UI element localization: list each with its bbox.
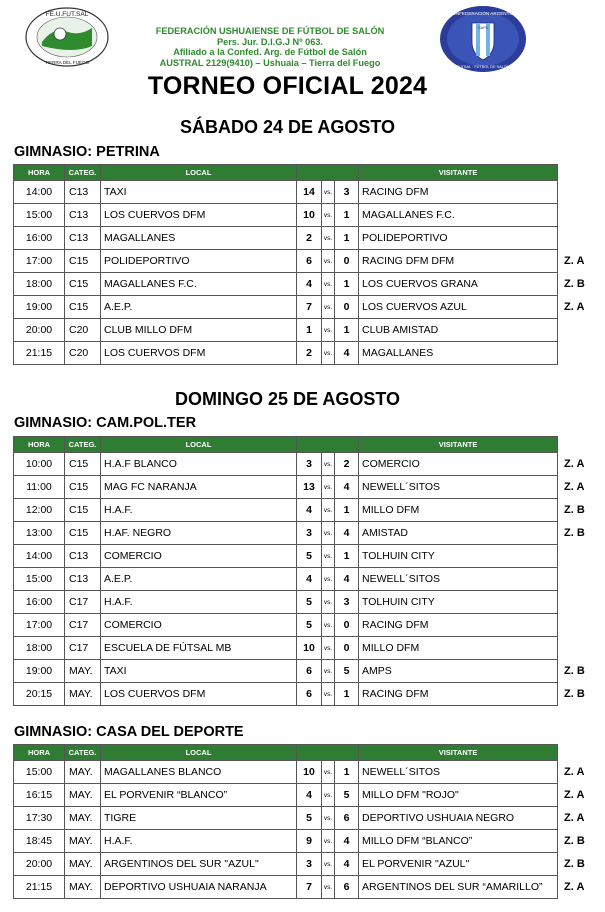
header-line-4: AUSTRAL 2129(9410) – Ushuaia – Tierra del Fuego bbox=[159, 57, 381, 68]
match-category: C15 bbox=[65, 476, 101, 499]
header-categ: CATEG. bbox=[65, 437, 101, 453]
home-goals: 4 bbox=[297, 784, 322, 807]
left-logo-subtext: TIERRA DEL FUEGO bbox=[44, 60, 90, 65]
federation-header bbox=[120, 26, 420, 68]
away-team: RACING DFM bbox=[359, 683, 558, 706]
match-row bbox=[14, 830, 564, 853]
away-goals: 5 bbox=[335, 660, 359, 683]
home-team: TIGRE bbox=[101, 807, 297, 830]
away-team: ARGENTINOS DEL SUR “AMARILLO” bbox=[359, 876, 558, 899]
home-goals: 2 bbox=[297, 227, 322, 250]
home-team: MAGALLANES bbox=[101, 227, 297, 250]
home-team: LOS CUERVOS DFM bbox=[101, 204, 297, 227]
away-goals: 1 bbox=[335, 545, 359, 568]
header-zone-spacer bbox=[558, 437, 564, 453]
match-category: MAY. bbox=[65, 660, 101, 683]
match-zone: Z. A bbox=[564, 301, 585, 313]
match-row bbox=[14, 522, 564, 545]
home-team: H.A.F. bbox=[101, 499, 297, 522]
vs-label: vs. bbox=[322, 830, 335, 853]
vs-label: vs. bbox=[322, 637, 335, 660]
match-category: C13 bbox=[65, 227, 101, 250]
match-row bbox=[14, 250, 564, 273]
away-team: NEWELL´SITOS bbox=[359, 568, 558, 591]
match-category: C13 bbox=[65, 568, 101, 591]
match-time: 21:15 bbox=[14, 876, 65, 899]
match-time: 14:00 bbox=[14, 545, 65, 568]
away-goals: 2 bbox=[335, 453, 359, 476]
away-team: AMPS bbox=[359, 660, 558, 683]
table-header-row bbox=[14, 745, 564, 761]
header-categ: CATEG. bbox=[65, 745, 101, 761]
match-time: 20:15 bbox=[14, 683, 65, 706]
home-team: DEPORTIVO USHUAIA NARANJA bbox=[101, 876, 297, 899]
match-zone: Z. A bbox=[564, 481, 585, 493]
home-goals: 5 bbox=[297, 614, 322, 637]
match-zone: Z. B bbox=[564, 688, 585, 700]
away-team: RACING DFM DFM bbox=[359, 250, 558, 273]
vs-label: vs. bbox=[322, 761, 335, 784]
home-goals: 7 bbox=[297, 296, 322, 319]
match-row bbox=[14, 761, 564, 784]
match-category: C17 bbox=[65, 614, 101, 637]
away-goals: 1 bbox=[335, 499, 359, 522]
away-team: MILLO DFM bbox=[359, 637, 558, 660]
match-row bbox=[14, 876, 564, 899]
home-goals: 5 bbox=[297, 807, 322, 830]
away-team: NEWELL´SITOS bbox=[359, 761, 558, 784]
away-team: COMERCIO bbox=[359, 453, 558, 476]
vs-label: vs. bbox=[322, 853, 335, 876]
home-team: CLUB MILLO DFM bbox=[101, 319, 297, 342]
away-goals: 4 bbox=[335, 476, 359, 499]
away-goals: 0 bbox=[335, 637, 359, 660]
header-local: LOCAL bbox=[101, 745, 297, 761]
home-goals: 6 bbox=[297, 660, 322, 683]
day-heading-sunday: DOMINGO 25 DE AGOSTO bbox=[174, 389, 401, 409]
home-team: TAXI bbox=[101, 181, 297, 204]
match-row bbox=[14, 476, 564, 499]
match-time: 15:00 bbox=[14, 204, 65, 227]
match-time: 17:00 bbox=[14, 614, 65, 637]
home-goals: 10 bbox=[297, 761, 322, 784]
match-time: 18:45 bbox=[14, 830, 65, 853]
header-visitante: VISITANTE bbox=[359, 165, 558, 181]
header-score-spacer bbox=[297, 745, 359, 761]
match-zone bbox=[558, 319, 564, 342]
match-category: C17 bbox=[65, 591, 101, 614]
match-category: C15 bbox=[65, 250, 101, 273]
match-category: MAY. bbox=[65, 683, 101, 706]
header-hora: HORA bbox=[14, 745, 65, 761]
away-goals: 3 bbox=[335, 181, 359, 204]
match-category: C13 bbox=[65, 545, 101, 568]
feufutsal-logo bbox=[24, 6, 110, 68]
match-time: 17:00 bbox=[14, 250, 65, 273]
vs-label: vs. bbox=[322, 683, 335, 706]
header-hora: HORA bbox=[14, 437, 65, 453]
vs-label: vs. bbox=[322, 319, 335, 342]
home-team: POLIDEPORTIVO bbox=[101, 250, 297, 273]
match-zone: Z. B bbox=[564, 835, 585, 847]
home-goals: 3 bbox=[297, 522, 322, 545]
home-team: EL PORVENIR “BLANCO” bbox=[101, 784, 297, 807]
confederation-logo bbox=[438, 4, 528, 74]
away-team: NEWELL´SITOS bbox=[359, 476, 558, 499]
away-goals: 1 bbox=[335, 761, 359, 784]
match-time: 19:00 bbox=[14, 296, 65, 319]
away-team: LOS CUERVOS AZUL bbox=[359, 296, 558, 319]
home-team: A.E.P. bbox=[101, 568, 297, 591]
away-team: TOLHUIN CITY bbox=[359, 591, 558, 614]
vs-label: vs. bbox=[322, 522, 335, 545]
match-time: 16:15 bbox=[14, 784, 65, 807]
away-team: MILLO DFM bbox=[359, 499, 558, 522]
match-zone: Z. A bbox=[564, 458, 585, 470]
match-row bbox=[14, 453, 564, 476]
vs-label: vs. bbox=[322, 250, 335, 273]
away-goals: 6 bbox=[335, 876, 359, 899]
match-time: 21:15 bbox=[14, 342, 65, 365]
vs-label: vs. bbox=[322, 273, 335, 296]
home-goals: 10 bbox=[297, 637, 322, 660]
header-categ: CATEG. bbox=[65, 165, 101, 181]
header-score-spacer bbox=[297, 165, 359, 181]
vs-label: vs. bbox=[322, 181, 335, 204]
header-hora: HORA bbox=[14, 165, 65, 181]
match-row bbox=[14, 499, 564, 522]
header-zone-spacer bbox=[558, 165, 564, 181]
match-row bbox=[14, 568, 564, 591]
away-team: TOLHUIN CITY bbox=[359, 545, 558, 568]
match-zone: Z. A bbox=[564, 789, 585, 801]
away-team: RACING DFM bbox=[359, 181, 558, 204]
match-row bbox=[14, 273, 564, 296]
header-zone-spacer bbox=[558, 745, 564, 761]
match-zone: Z. A bbox=[564, 766, 585, 778]
venue-title-petrina: GIMNASIO: PETRINA bbox=[14, 144, 160, 160]
match-row bbox=[14, 807, 564, 830]
home-team: H.A.F. bbox=[101, 591, 297, 614]
home-team: A.E.P. bbox=[101, 296, 297, 319]
away-goals: 1 bbox=[335, 273, 359, 296]
match-time: 11:00 bbox=[14, 476, 65, 499]
match-time: 18:00 bbox=[14, 273, 65, 296]
away-team: DEPORTIVO USHUAIA NEGRO bbox=[359, 807, 558, 830]
home-goals: 6 bbox=[297, 250, 322, 273]
vs-label: vs. bbox=[322, 453, 335, 476]
table-header-row bbox=[14, 165, 564, 181]
vs-label: vs. bbox=[322, 876, 335, 899]
match-category: C13 bbox=[65, 181, 101, 204]
match-category: C15 bbox=[65, 453, 101, 476]
home-team: H.A.F BLANCO bbox=[101, 453, 297, 476]
match-category: C17 bbox=[65, 637, 101, 660]
match-time: 18:00 bbox=[14, 637, 65, 660]
match-category: MAY. bbox=[65, 830, 101, 853]
match-time: 13:00 bbox=[14, 522, 65, 545]
match-category: MAY. bbox=[65, 761, 101, 784]
tournament-title: TORNEO OFICIAL 2024 bbox=[147, 72, 428, 100]
home-team: MAG FC NARANJA bbox=[101, 476, 297, 499]
match-row bbox=[14, 591, 564, 614]
vs-label: vs. bbox=[322, 807, 335, 830]
home-team: LOS CUERVOS DFM bbox=[101, 342, 297, 365]
match-time: 16:00 bbox=[14, 227, 65, 250]
match-row bbox=[14, 319, 564, 342]
away-team: POLIDEPORTIVO bbox=[359, 227, 558, 250]
home-goals: 5 bbox=[297, 545, 322, 568]
match-category: C15 bbox=[65, 273, 101, 296]
home-goals: 4 bbox=[297, 499, 322, 522]
match-row bbox=[14, 637, 564, 660]
vs-label: vs. bbox=[322, 499, 335, 522]
match-zone bbox=[558, 181, 564, 204]
away-goals: 4 bbox=[335, 342, 359, 365]
match-category: MAY. bbox=[65, 807, 101, 830]
match-row bbox=[14, 683, 564, 706]
match-zone bbox=[558, 591, 564, 614]
match-time: 20:00 bbox=[14, 853, 65, 876]
header-local: LOCAL bbox=[101, 437, 297, 453]
away-goals: 4 bbox=[335, 522, 359, 545]
day-heading-saturday: SÁBADO 24 DE AGOSTO bbox=[179, 117, 396, 137]
home-goals: 2 bbox=[297, 342, 322, 365]
match-category: C15 bbox=[65, 522, 101, 545]
away-team: AMISTAD bbox=[359, 522, 558, 545]
home-team: MAGALLANES F.C. bbox=[101, 273, 297, 296]
match-category: C20 bbox=[65, 319, 101, 342]
vs-label: vs. bbox=[322, 614, 335, 637]
away-team: RACING DFM bbox=[359, 614, 558, 637]
home-goals: 3 bbox=[297, 453, 322, 476]
header-line-1: FEDERACIÓN USHUAIENSE DE FÚTBOL DE SALÓN bbox=[155, 26, 385, 36]
table-header-row bbox=[14, 437, 564, 453]
away-team: MAGALLANES F.C. bbox=[359, 204, 558, 227]
match-zone: Z. A bbox=[564, 812, 585, 824]
away-team: MILLO DFM “BLANCO” bbox=[359, 830, 558, 853]
right-logo-badge: CAFS bbox=[478, 26, 488, 30]
away-goals: 1 bbox=[335, 204, 359, 227]
home-team: H.AF. NEGRO bbox=[101, 522, 297, 545]
match-category: C20 bbox=[65, 342, 101, 365]
match-zone: Z. A bbox=[564, 255, 585, 267]
home-goals: 13 bbox=[297, 476, 322, 499]
match-category: C15 bbox=[65, 499, 101, 522]
home-goals: 9 bbox=[297, 830, 322, 853]
header-line-2: Pers. Jur. D.I.G.J Nº 063. bbox=[216, 36, 323, 47]
left-logo-text: FE.U.FUT.SAL bbox=[45, 11, 89, 18]
away-goals: 4 bbox=[335, 830, 359, 853]
away-goals: 1 bbox=[335, 227, 359, 250]
away-team: MAGALLANES bbox=[359, 342, 558, 365]
match-row bbox=[14, 296, 564, 319]
match-zone bbox=[558, 545, 564, 568]
home-team: TAXI bbox=[101, 660, 297, 683]
header-line-3: Afiliado a la Confed. Arg. de Fútbol de Salón bbox=[173, 47, 367, 58]
header-score-spacer bbox=[297, 437, 359, 453]
away-goals: 5 bbox=[335, 784, 359, 807]
match-time: 19:00 bbox=[14, 660, 65, 683]
home-team: COMERCIO bbox=[101, 545, 297, 568]
match-time: 20:00 bbox=[14, 319, 65, 342]
vs-label: vs. bbox=[322, 342, 335, 365]
away-team: CLUB AMISTAD bbox=[359, 319, 558, 342]
match-zone: Z. A bbox=[564, 881, 585, 893]
match-zone bbox=[558, 227, 564, 250]
match-zone bbox=[558, 568, 564, 591]
fixture-table-casa-del-deporte bbox=[13, 744, 585, 899]
match-row bbox=[14, 227, 564, 250]
match-time: 16:00 bbox=[14, 591, 65, 614]
home-goals: 4 bbox=[297, 273, 322, 296]
match-zone bbox=[558, 204, 564, 227]
vs-label: vs. bbox=[322, 476, 335, 499]
match-category: C13 bbox=[65, 204, 101, 227]
fixture-table-petrina bbox=[13, 164, 585, 365]
match-time: 14:00 bbox=[14, 181, 65, 204]
match-row bbox=[14, 660, 564, 683]
away-team: EL PORVENIR "AZUL" bbox=[359, 853, 558, 876]
match-row bbox=[14, 204, 564, 227]
match-row bbox=[14, 342, 564, 365]
away-team: MILLO DFM "ROJO" bbox=[359, 784, 558, 807]
match-time: 10:00 bbox=[14, 453, 65, 476]
match-row bbox=[14, 784, 564, 807]
match-row bbox=[14, 181, 564, 204]
home-team: ARGENTINOS DEL SUR "AZUL" bbox=[101, 853, 297, 876]
away-team: LOS CUERVOS GRANA bbox=[359, 273, 558, 296]
vs-label: vs. bbox=[322, 784, 335, 807]
right-logo-subtext: FUTSAL · FÚTBOL DE SALÓN bbox=[456, 65, 510, 69]
match-category: MAY. bbox=[65, 876, 101, 899]
vs-label: vs. bbox=[322, 591, 335, 614]
away-goals: 3 bbox=[335, 591, 359, 614]
home-goals: 5 bbox=[297, 591, 322, 614]
venue-title-casa-del-deporte: GIMNASIO: CASA DEL DEPORTE bbox=[14, 724, 244, 740]
header-visitante: VISITANTE bbox=[359, 437, 558, 453]
header-local: LOCAL bbox=[101, 165, 297, 181]
match-row bbox=[14, 853, 564, 876]
away-goals: 0 bbox=[335, 614, 359, 637]
vs-label: vs. bbox=[322, 660, 335, 683]
home-goals: 1 bbox=[297, 319, 322, 342]
home-goals: 3 bbox=[297, 853, 322, 876]
away-goals: 1 bbox=[335, 683, 359, 706]
away-goals: 6 bbox=[335, 807, 359, 830]
match-zone: Z. B bbox=[564, 858, 585, 870]
home-team: ESCUELA DE FÚTSAL MB bbox=[101, 637, 297, 660]
away-goals: 4 bbox=[335, 568, 359, 591]
home-team: H.A.F. bbox=[101, 830, 297, 853]
match-zone: Z. B bbox=[564, 665, 585, 677]
home-team: LOS CUERVOS DFM bbox=[101, 683, 297, 706]
match-time: 15:00 bbox=[14, 761, 65, 784]
home-team: MAGALLANES BLANCO bbox=[101, 761, 297, 784]
match-time: 17:30 bbox=[14, 807, 65, 830]
match-time: 15:00 bbox=[14, 568, 65, 591]
match-category: MAY. bbox=[65, 853, 101, 876]
header-visitante: VISITANTE bbox=[359, 745, 558, 761]
home-goals: 10 bbox=[297, 204, 322, 227]
match-category: C15 bbox=[65, 296, 101, 319]
home-goals: 4 bbox=[297, 568, 322, 591]
right-logo-text: CONFEDERACIÓN ARGENTINA bbox=[448, 11, 518, 16]
away-goals: 0 bbox=[335, 296, 359, 319]
match-row bbox=[14, 545, 564, 568]
match-zone: Z. B bbox=[564, 278, 585, 290]
vs-label: vs. bbox=[322, 545, 335, 568]
away-goals: 1 bbox=[335, 319, 359, 342]
vs-label: vs. bbox=[322, 204, 335, 227]
away-goals: 0 bbox=[335, 250, 359, 273]
match-time: 12:00 bbox=[14, 499, 65, 522]
match-zone bbox=[558, 342, 564, 365]
venue-title-campolter: GIMNASIO: CAM.POL.TER bbox=[14, 415, 197, 431]
match-zone bbox=[558, 637, 564, 660]
home-goals: 7 bbox=[297, 876, 322, 899]
match-zone bbox=[558, 614, 564, 637]
vs-label: vs. bbox=[322, 568, 335, 591]
match-zone: Z. B bbox=[564, 504, 585, 516]
match-row bbox=[14, 614, 564, 637]
vs-label: vs. bbox=[322, 296, 335, 319]
home-goals: 14 bbox=[297, 181, 322, 204]
home-goals: 6 bbox=[297, 683, 322, 706]
home-team: COMERCIO bbox=[101, 614, 297, 637]
match-category: MAY. bbox=[65, 784, 101, 807]
fixture-table-campolter bbox=[13, 436, 585, 706]
vs-label: vs. bbox=[322, 227, 335, 250]
away-goals: 4 bbox=[335, 853, 359, 876]
match-zone: Z. B bbox=[564, 527, 585, 539]
